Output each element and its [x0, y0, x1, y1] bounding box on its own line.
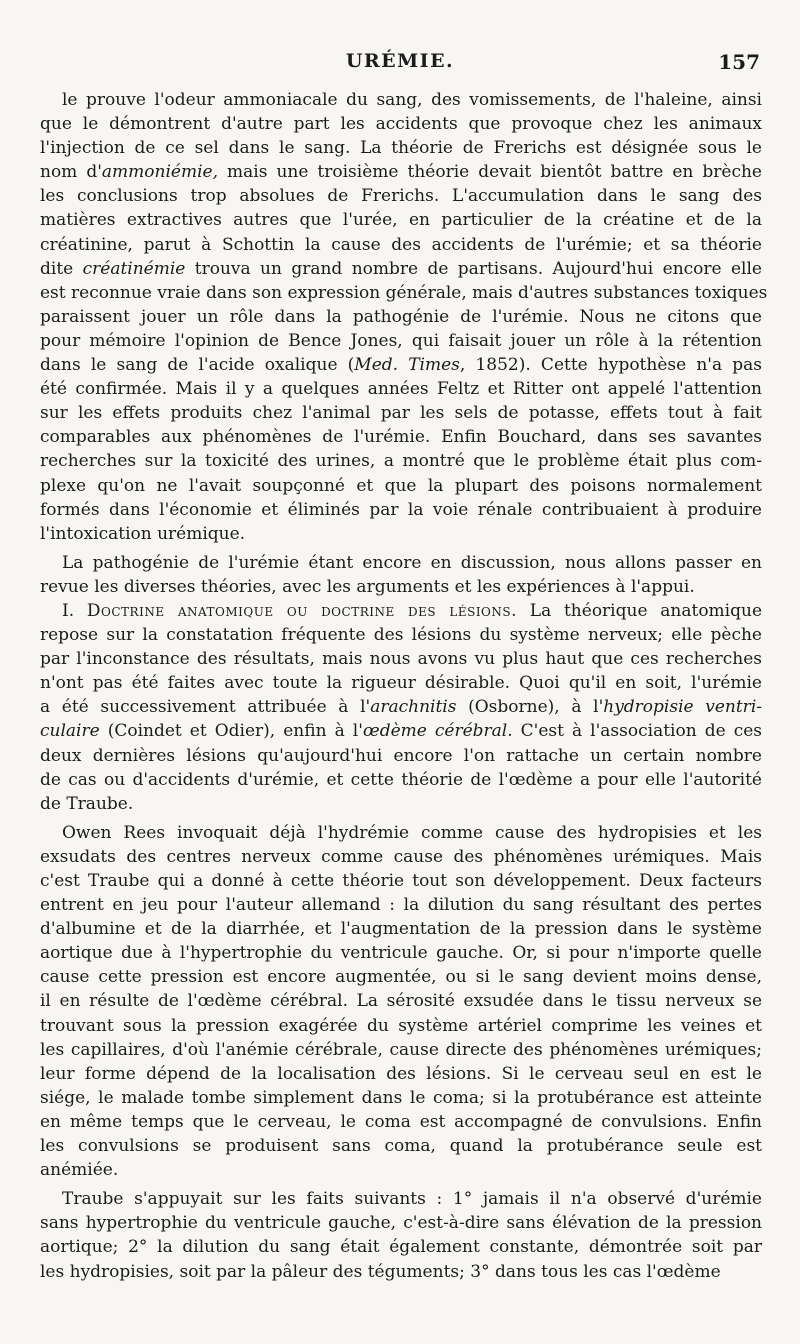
text-line — [40, 1158, 762, 1182]
text-segment: C'est à l'association de ces — [512, 721, 762, 742]
text-segment: par l'inconstance des résultats, mais nous avons vu plus haut que ces recherches — [40, 649, 762, 670]
text-line — [40, 845, 762, 869]
text-line — [40, 353, 762, 377]
text-line — [40, 941, 762, 965]
text-line — [40, 208, 762, 232]
text-segment: nom d' — [40, 162, 102, 183]
text-segment: leur forme dépend de la localisation des lésions. Si le cerveau seul en est le — [40, 1063, 762, 1084]
text-line — [40, 1187, 762, 1211]
text-segment: anémiée. — [40, 1160, 119, 1181]
italic-term: œdème cérébral. — [362, 721, 513, 742]
italic-term: culaire — [40, 721, 100, 742]
text-segment: est reconnue vraie dans son expression générale, mais d'autres substances toxiques — [40, 282, 768, 303]
text-line — [40, 1038, 762, 1062]
italic-term: Med. Times — [354, 355, 460, 376]
paragraph-p3 — [40, 599, 762, 816]
text-line — [40, 449, 762, 473]
text-line — [40, 136, 762, 160]
text-segment: matières extractives autres que l'urée, en particulier de la créatine et de la — [40, 210, 762, 231]
text-line — [40, 1014, 762, 1038]
text-line — [40, 671, 762, 695]
text-segment: l'intoxication urémique. — [40, 523, 246, 544]
text-line — [40, 917, 762, 941]
text-segment: les convulsions se produisent sans coma, quand la protubérance seule est — [40, 1136, 762, 1157]
text-segment: plexe qu'on ne l'avait soupçonné et que la plupart des poisons normalement — [40, 475, 762, 496]
text-segment: revue les diverses théories, avec les arguments et les expériences à l'appui. — [40, 576, 695, 597]
text-line — [40, 1110, 762, 1134]
text-line — [40, 474, 762, 498]
text-line — [40, 647, 762, 671]
text-line — [40, 1062, 762, 1086]
text-segment: (Osborne), à l' — [456, 697, 604, 718]
text-line — [40, 1134, 762, 1158]
text-segment: recherches sur la toxicité des urines, a montré que le problème était plus com- — [40, 451, 762, 472]
text-segment: de Traube. — [40, 793, 134, 814]
text-line — [40, 377, 762, 401]
text-line — [40, 695, 762, 719]
text-segment: a été successivement attribuée à l' — [40, 697, 371, 718]
text-segment: mais une troisième théorie devait bientôt battre en brèche — [217, 162, 762, 183]
text-segment: le prouve l'odeur ammoniacale du sang, des vomissements, de l'haleine, ainsi — [62, 90, 762, 110]
text-segment: les conclusions trop absolues de Frerichs. L'accumulation dans le sang des — [40, 186, 762, 207]
text-line — [40, 1235, 762, 1259]
running-header — [0, 50, 800, 78]
text-segment: sans hypertrophie du ventricule gauche, c'est-à-dire sans élévation de la pression — [40, 1213, 762, 1234]
text-line — [40, 599, 762, 623]
text-segment: les capillaires, d'où l'anémie cérébrale, cause directe des phénomènes urémiques; — [40, 1039, 762, 1060]
text-line — [40, 112, 762, 136]
text-segment: trouvant sous la pression exagérée du système artériel comprime les veines et — [40, 1015, 762, 1036]
italic-term: créatinémie — [82, 258, 186, 279]
text-line — [40, 88, 762, 112]
text-segment: Traube s'appuyait sur les faits suivants : 1° jamais il n'a observé d'urémie — [62, 1189, 762, 1210]
text-segment: que le démontrent d'autre part les accidents que provoque chez les animaux — [40, 114, 762, 135]
text-segment: deux dernières lésions qu'aujourd'hui encore l'on rattache un certain nombre — [40, 745, 762, 766]
text-segment: La théorique anatomique — [517, 600, 762, 621]
text-segment: cause cette pression est encore augmentée, ou si le sang devient moins dense, — [40, 967, 762, 988]
text-line — [40, 281, 768, 305]
text-segment: Owen Rees invoquait déjà l'hydrémie comme cause des hydropisies et les — [62, 822, 762, 843]
text-segment: dite — [40, 258, 83, 279]
text-line — [40, 498, 762, 522]
paragraph-p5 — [40, 1187, 762, 1283]
text-line — [40, 869, 762, 893]
body-text — [40, 88, 768, 1284]
text-line — [40, 965, 762, 989]
text-line — [40, 989, 762, 1013]
text-segment: sur les effets produits chez l'animal par les sels de potasse, effets tout à fait — [40, 403, 762, 424]
text-segment: l'injection de ce sel dans le sang. La théorie de Frerichs est désignée sous le — [40, 138, 762, 159]
text-line — [40, 1260, 762, 1284]
text-line — [40, 792, 762, 816]
text-segment: en même temps que le cerveau, le coma est accompagné de convulsions. Enfin — [40, 1111, 762, 1132]
text-line — [40, 522, 762, 546]
text-segment: les hydropisies, soit par la pâleur des téguments; 3° dans tous les cas l'œdème — [40, 1261, 721, 1282]
text-line — [40, 575, 762, 599]
text-line — [40, 719, 762, 743]
text-segment: siége, le malade tombe simplement dans le coma; si la protubérance est atteinte — [40, 1087, 762, 1108]
text-segment: , 1852). Cette hypothèse n'a pas — [459, 355, 763, 376]
text-line — [40, 425, 762, 449]
text-line — [40, 1211, 762, 1235]
running-title: URÉMIE. — [345, 50, 455, 72]
text-segment: paraissent jouer un rôle dans la pathogénie de l'urémie. Nous ne citons que — [40, 306, 762, 327]
text-segment: aortique; 2° la dilution du sang était également constante, démontrée soit par — [40, 1237, 762, 1258]
text-line — [40, 623, 762, 647]
italic-term: ammoniémie, — [101, 162, 218, 183]
text-segment: créatinine, parut à Schottin la cause des accidents de l'urémie; et sa théorie — [40, 234, 762, 255]
text-line — [40, 1086, 762, 1110]
text-line — [40, 744, 762, 768]
text-line — [40, 184, 762, 208]
paragraph-p1 — [40, 88, 768, 546]
text-segment: été confirmée. Mais il y a quelques années Feltz et Ritter ont appelé l'attention — [40, 379, 762, 400]
text-line — [40, 821, 762, 845]
text-segment: dans le sang de l'acide oxalique ( — [40, 355, 355, 376]
paragraph-p2 — [40, 551, 762, 599]
text-segment: n'ont pas été faites avec toute la rigueur désirable. Quoi qu'il en soit, l'urémie — [40, 673, 762, 694]
text-segment: d'albumine et de la diarrhée, et l'augmentation de la pression dans le système — [40, 919, 762, 940]
text-line — [40, 401, 762, 425]
text-line — [40, 257, 762, 281]
text-line — [40, 551, 762, 575]
text-segment: entrent en jeu pour l'auteur allemand : la dilution du sang résultant des pertes — [40, 895, 762, 916]
text-line — [40, 329, 762, 353]
text-segment: pour mémoire l'opinion de Bence Jones, qui faisait jouer un rôle à la rétention — [40, 330, 762, 351]
text-line — [40, 768, 762, 792]
text-segment: de cas ou d'accidents d'urémie, et cette théorie de l'œdème a pour elle l'autorité — [40, 769, 762, 790]
text-line — [40, 893, 762, 917]
text-segment: repose sur la constatation fréquente des lésions du système nerveux; elle pèche — [40, 625, 762, 646]
text-line — [40, 233, 762, 257]
text-segment: formés dans l'économie et éliminés par la voie rénale contribuaient à produire — [40, 499, 762, 520]
italic-term: arachnitis — [370, 697, 457, 718]
text-segment: exsudats des centres nerveux comme cause des phénomènes urémiques. Mais — [40, 846, 762, 867]
italic-term: hydropisie ventri- — [603, 697, 762, 718]
text-line — [40, 160, 762, 184]
text-line — [40, 305, 762, 329]
text-segment: comparables aux phénomènes de l'urémie. Enfin Bouchard, dans ses savantes — [40, 427, 762, 448]
paragraph-p4 — [40, 821, 762, 1182]
page-number: 157 — [718, 50, 760, 74]
text-segment: trouva un grand nombre de partisans. Aujourd'hui encore elle — [185, 258, 762, 279]
section-heading: Doctrine anatomique ou doctrine des lésions. — [86, 600, 518, 621]
text-segment: c'est Traube qui a donné à cette théorie tout son développement. Deux facteurs — [40, 871, 762, 891]
text-segment: La pathogénie de l'urémie étant encore en discussion, nous allons passer en — [62, 552, 762, 573]
text-segment: il en résulte de l'œdème cérébral. La sérosité exsudée dans le tissu nerveux se — [40, 991, 762, 1012]
text-segment: aortique due à l'hypertrophie du ventricule gauche. Or, si pour n'importe quelle — [40, 943, 762, 964]
text-segment: I. — [62, 600, 87, 621]
text-segment: (Coindet et Odier), enfin à l' — [99, 721, 363, 742]
